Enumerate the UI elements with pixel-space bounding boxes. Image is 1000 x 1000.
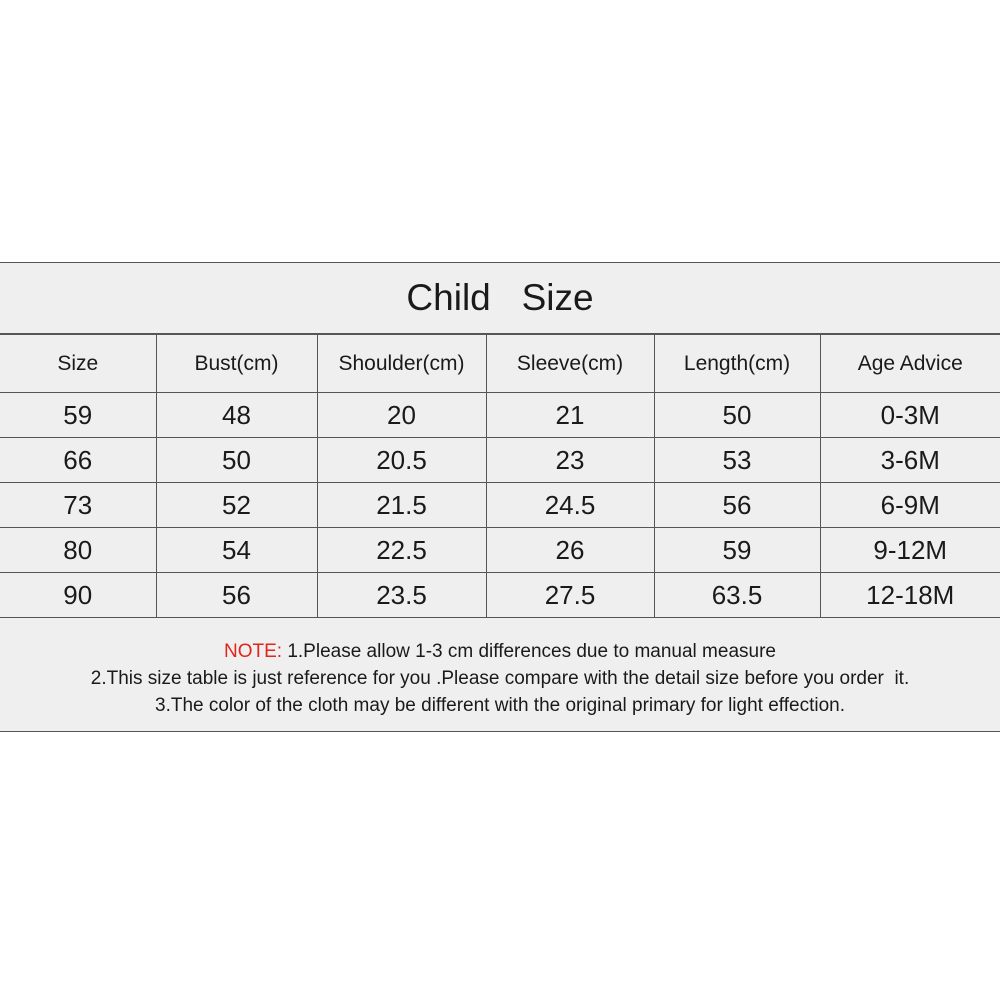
cell-bust: 52	[156, 483, 317, 528]
note-line-1	[0, 638, 1000, 665]
note-line-3: 3.The color of the cloth may be different with the original primary for light effection.	[155, 695, 845, 716]
cell-shoulder: 22.5	[317, 528, 486, 573]
cell-shoulder: 23.5	[317, 573, 486, 618]
cell-size: 90	[0, 573, 156, 618]
column-header-size: Size	[0, 335, 156, 393]
cell-length: 63.5	[654, 573, 820, 618]
cell-age-advice: 9-12M	[820, 528, 1000, 573]
cell-bust: 48	[156, 393, 317, 438]
cell-age-advice: 6-9M	[820, 483, 1000, 528]
cell-age-advice: 0-3M	[820, 393, 1000, 438]
notes-section	[0, 638, 1000, 719]
cell-size: 59	[0, 393, 156, 438]
table-row	[0, 438, 1000, 483]
column-header-sleeve: Sleeve(cm)	[486, 335, 654, 393]
cell-length: 50	[654, 393, 820, 438]
column-header-bust: Bust(cm)	[156, 335, 317, 393]
size-table	[0, 334, 1000, 618]
cell-sleeve: 26	[486, 528, 654, 573]
cell-sleeve: 23	[486, 438, 654, 483]
cell-sleeve: 27.5	[486, 573, 654, 618]
table-header-row	[0, 335, 1000, 393]
note-text-1: 1.Please allow 1-3 cm differences due to manual measure	[282, 641, 776, 662]
table-row	[0, 573, 1000, 618]
cell-length: 53	[654, 438, 820, 483]
cell-shoulder: 21.5	[317, 483, 486, 528]
cell-length: 56	[654, 483, 820, 528]
cell-shoulder: 20.5	[317, 438, 486, 483]
cell-shoulder: 20	[317, 393, 486, 438]
cell-bust: 54	[156, 528, 317, 573]
cell-size: 73	[0, 483, 156, 528]
cell-size: 80	[0, 528, 156, 573]
note-line-2: 2.This size table is just reference for you .Please compare with the detail size before you order it.	[90, 668, 910, 689]
note-label: NOTE:	[224, 641, 283, 662]
cell-bust: 50	[156, 438, 317, 483]
cell-sleeve: 24.5	[486, 483, 654, 528]
column-header-age-advice: Age Advice	[820, 335, 1000, 393]
cell-size: 66	[0, 438, 156, 483]
cell-length: 59	[654, 528, 820, 573]
table-row	[0, 528, 1000, 573]
column-header-shoulder: Shoulder(cm)	[317, 335, 486, 393]
cell-sleeve: 21	[486, 393, 654, 438]
table-row	[0, 393, 1000, 438]
size-chart	[0, 262, 1000, 732]
chart-title: Child Size	[0, 263, 1000, 334]
cell-age-advice: 3-6M	[820, 438, 1000, 483]
table-row	[0, 483, 1000, 528]
cell-age-advice: 12-18M	[820, 573, 1000, 618]
column-header-length: Length(cm)	[654, 335, 820, 393]
cell-bust: 56	[156, 573, 317, 618]
